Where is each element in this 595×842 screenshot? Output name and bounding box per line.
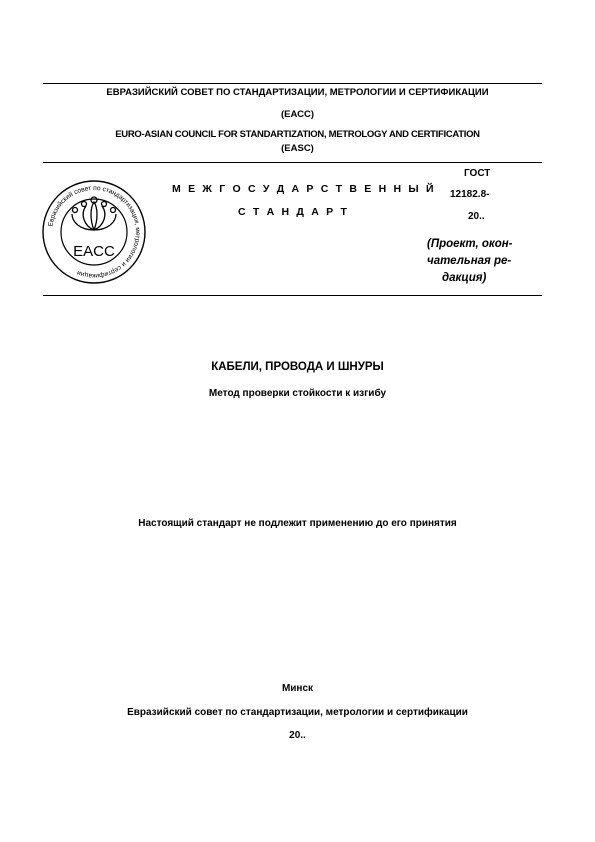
draft-status-line2: чательная ре- (427, 255, 512, 267)
logo-emblem-text: EACC (73, 243, 115, 260)
footer-organization: Евразийский совет по стандартизации, метрологии и сертификации (127, 707, 468, 718)
gost-year: 20.. (468, 211, 485, 222)
standard-type-line1: М Е Ж Г О С У Д А Р С Т В Е Н Н Ы Й (172, 183, 436, 195)
gost-number: 12182.8- (450, 189, 490, 200)
header-rule (43, 162, 542, 163)
header-council-en: EURO-ASIAN COUNCIL FOR STANDARTIZATION, METROLOGY AND CERTIFICATION (115, 129, 480, 140)
eacc-logo (40, 178, 148, 286)
header-abbr-ru: (ЕАСС) (280, 109, 314, 120)
standard-type-line2: С Т А Н Д А Р Т (238, 206, 350, 218)
gost-label: ГОСТ (464, 168, 491, 179)
applicability-notice: Настоящий стандарт не подлежит применению до его принятия (138, 518, 457, 529)
header-abbr-en: (EASC) (281, 143, 314, 154)
top-rule (43, 83, 542, 84)
emblem-icon (72, 197, 116, 230)
footer-year: 20.. (289, 730, 306, 741)
footer-city: Минск (281, 683, 314, 694)
designation-rule (43, 295, 542, 296)
header-council-ru: ЕВРАЗИЙСКИЙ СОВЕТ ПО СТАНДАРТИЗАЦИИ, МЕТРОЛОГИИ И СЕРТИФИКАЦИИ (106, 87, 489, 98)
draft-status-line1: (Проект, окон- (427, 238, 513, 250)
document-title: КАБЕЛИ, ПРОВОДА И ШНУРЫ (211, 361, 384, 373)
document-subtitle: Метод проверки стойкости к изгибу (208, 388, 387, 399)
draft-status-line3: дакция) (442, 272, 487, 284)
logo-ring-text: Евразийский совет по стандартизации, метрологии и сертификации (47, 184, 142, 280)
